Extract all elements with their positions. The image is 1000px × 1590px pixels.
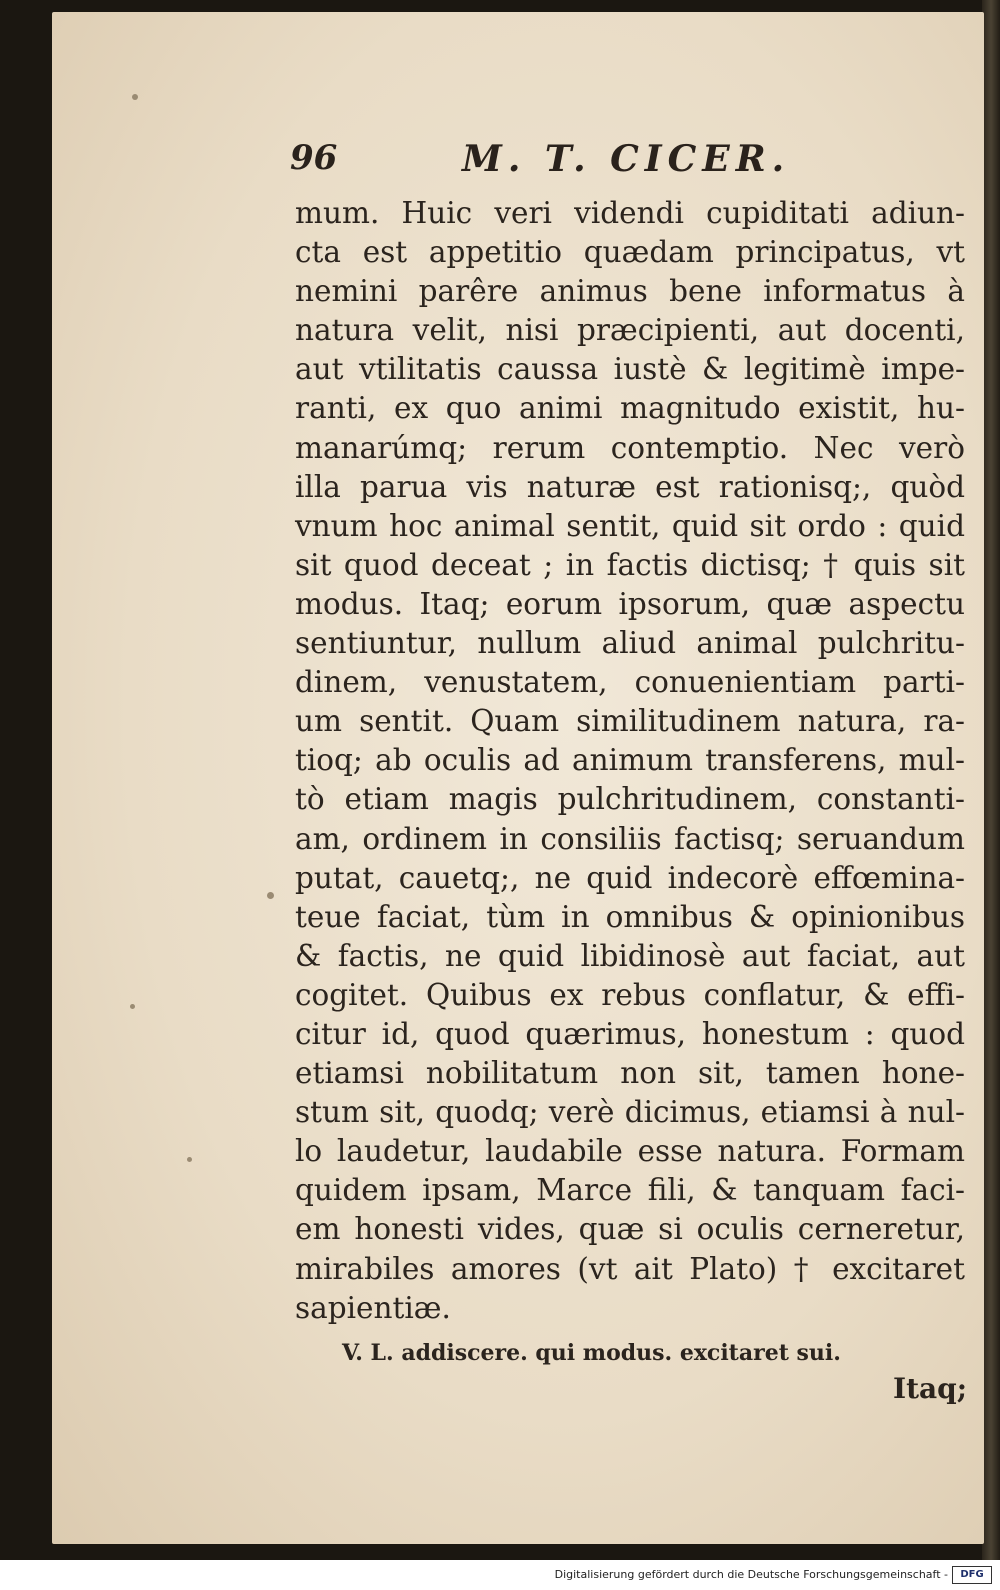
paper-speck [130, 1004, 135, 1009]
page-number: 96 [290, 138, 338, 178]
text-line: stum sit, quodq; verè dicimus, etiamsi à nul- [295, 1095, 965, 1130]
running-head: M. T. CICER. [462, 138, 791, 180]
text-line: citur id, quod quærimus, honestum : quod [295, 1016, 965, 1051]
text-line: natura velit, nisi præcipienti, aut docenti, [295, 313, 965, 348]
text-line: tioq; ab oculis ad animum transferens, mul- [295, 743, 965, 778]
text-line: tò etiam magis pulchritudinem, constanti- [295, 782, 965, 817]
text-line: am, ordinem in consiliis factisq; seruandum [295, 821, 965, 856]
page-header [290, 138, 890, 188]
catchword: Itaq; [893, 1372, 968, 1405]
footnote: V. L. addiscere. qui modus. excitaret sui. [342, 1340, 841, 1366]
text-line: teue faciat, tùm in omnibus & opinionibus [295, 899, 965, 934]
text-line: um sentit. Quam similitudinem natura, ra- [295, 704, 965, 739]
text-line: & factis, ne quid libidinosè aut faciat, aut [295, 938, 965, 973]
text-line: vnum hoc animal sentit, quid sit ordo : quid [295, 508, 965, 543]
paper-speck [187, 1157, 192, 1162]
text-line: quidem ipsam, Marce fili, & tanquam faci- [295, 1173, 965, 1208]
text-line: putat, cauetq;, ne quid indecorè effœmina- [295, 860, 965, 895]
text-line: sit quod deceat ; in factis dictisq; † quis sit [295, 547, 965, 582]
text-line: manarúmq; rerum contemptio. Nec verò [295, 430, 965, 465]
text-line: em honesti vides, quæ si oculis cerneretur, [295, 1212, 965, 1247]
footer-credit: Digitalisierung gefördert durch die Deutsche Forschungsgemeinschaft - [554, 1568, 948, 1581]
text-line: etiamsi nobilitatum non sit, tamen hone- [295, 1056, 965, 1091]
text-line: modus. Itaq; eorum ipsorum, quæ aspectu [295, 586, 965, 621]
book-edge [982, 0, 1000, 1560]
text-line: sentiuntur, nullum aliud animal pulchritu- [295, 626, 965, 661]
body-text [295, 194, 965, 1328]
text-line: mirabiles amores (vt ait Plato) † excitaret [295, 1251, 965, 1286]
text-line: cogitet. Quibus ex rebus conflatur, & effi- [295, 977, 965, 1012]
text-line: mum. Huic veri videndi cupiditati adiun- [295, 196, 965, 230]
paper-speck [132, 94, 138, 100]
text-line: illa parua vis naturæ est rationisq;, quòd [295, 469, 965, 504]
digitization-footer [0, 1560, 1000, 1590]
text-line: lo laudetur, laudabile esse natura. Formam [295, 1134, 965, 1169]
paper-speck [267, 892, 274, 899]
dfg-logo: DFG [952, 1566, 992, 1584]
text-line: cta est appetitio quædam principatus, vt [295, 235, 965, 270]
text-line: dinem, venustatem, conuenientiam parti- [295, 665, 965, 700]
text-line: ranti, ex quo animi magnitudo existit, hu- [295, 391, 965, 426]
text-line: nemini parêre animus bene informatus à [295, 274, 965, 309]
text-line: aut vtilitatis caussa iustè & legitimè impe- [295, 352, 965, 387]
text-line: sapientiæ. [295, 1290, 451, 1325]
